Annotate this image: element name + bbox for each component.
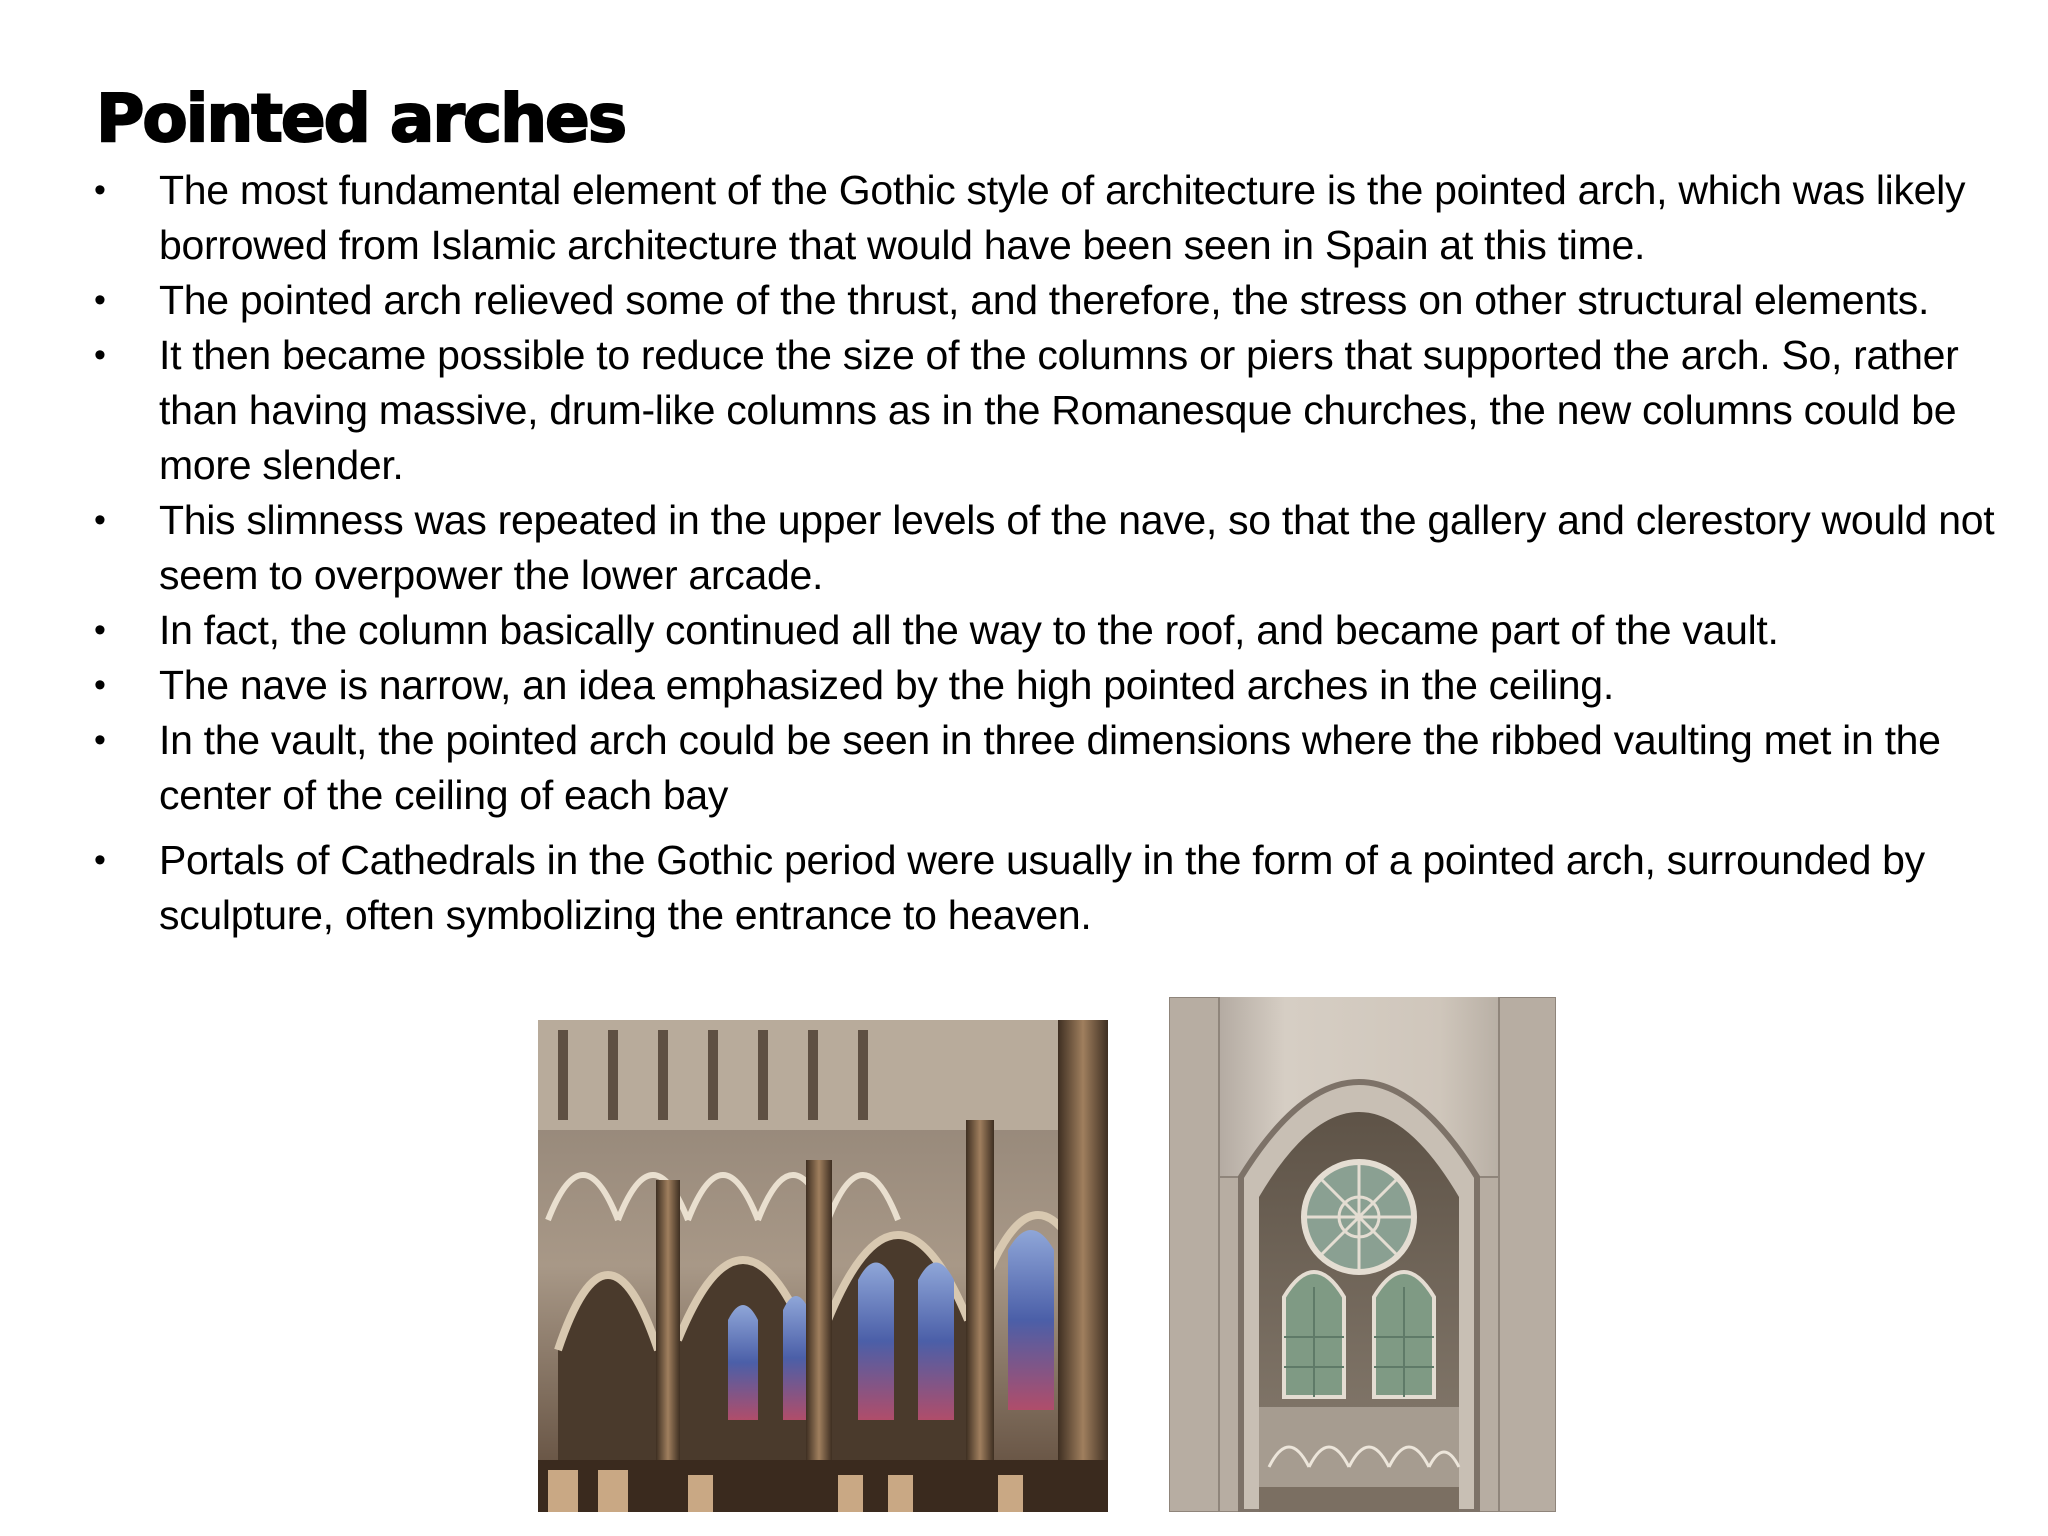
bullet-item (94, 603, 2004, 658)
bullet-list (94, 163, 2004, 943)
portal-illustration (1169, 997, 1556, 1512)
bullet-dot-icon: • (94, 281, 106, 319)
bullet-item (94, 658, 2004, 713)
bullet-text: The most fundamental element of the Gothic style of architecture is the pointed arch, which was likely borrowed from Islamic architecture that would have been seen in Spain at this time. (159, 167, 1966, 268)
nave-illustration (538, 1020, 1108, 1512)
bullet-text: In the vault, the pointed arch could be seen in three dimensions where the ribbed vaulting met in the center of the ceiling of each bay (159, 717, 1941, 818)
bullet-dot-icon: • (94, 841, 106, 879)
bullet-dot-icon: • (94, 666, 106, 704)
bullet-dot-icon: • (94, 721, 106, 759)
bullet-dot-icon: • (94, 501, 106, 539)
bullet-item (94, 493, 2004, 603)
bullet-item (94, 163, 2004, 273)
bullet-text: In fact, the column basically continued all the way to the roof, and became part of the vault. (159, 607, 1779, 653)
slide-title: Pointed arches (96, 80, 626, 157)
bullet-item (94, 328, 2004, 493)
bullet-item (94, 273, 2004, 328)
bullet-text: It then became possible to reduce the size of the columns or piers that supported the arch. So, rather than having massive, drum-like columns as in the Romanesque churches, the new columns could be more slender. (159, 332, 1959, 488)
bullet-item (94, 833, 2004, 943)
bullet-dot-icon: • (94, 336, 106, 374)
bullet-dot-icon: • (94, 611, 106, 649)
bullet-text: The pointed arch relieved some of the thrust, and therefore, the stress on other structural elements. (159, 277, 1930, 323)
bullet-text: Portals of Cathedrals in the Gothic period were usually in the form of a pointed arch, surrounded by sculpture, often symbolizing the entrance to heaven. (159, 837, 1925, 938)
gothic-nave-arcade-photo (538, 1020, 1108, 1512)
gothic-portal-rose-window-photo (1169, 997, 1556, 1512)
bullet-item (94, 713, 2004, 823)
bullet-text: The nave is narrow, an idea emphasized by the high pointed arches in the ceiling. (159, 662, 1614, 708)
bullet-text: This slimness was repeated in the upper levels of the nave, so that the gallery and clerestory would not seem to overpower the lower arcade. (159, 497, 1995, 598)
bullet-dot-icon: • (94, 171, 106, 209)
